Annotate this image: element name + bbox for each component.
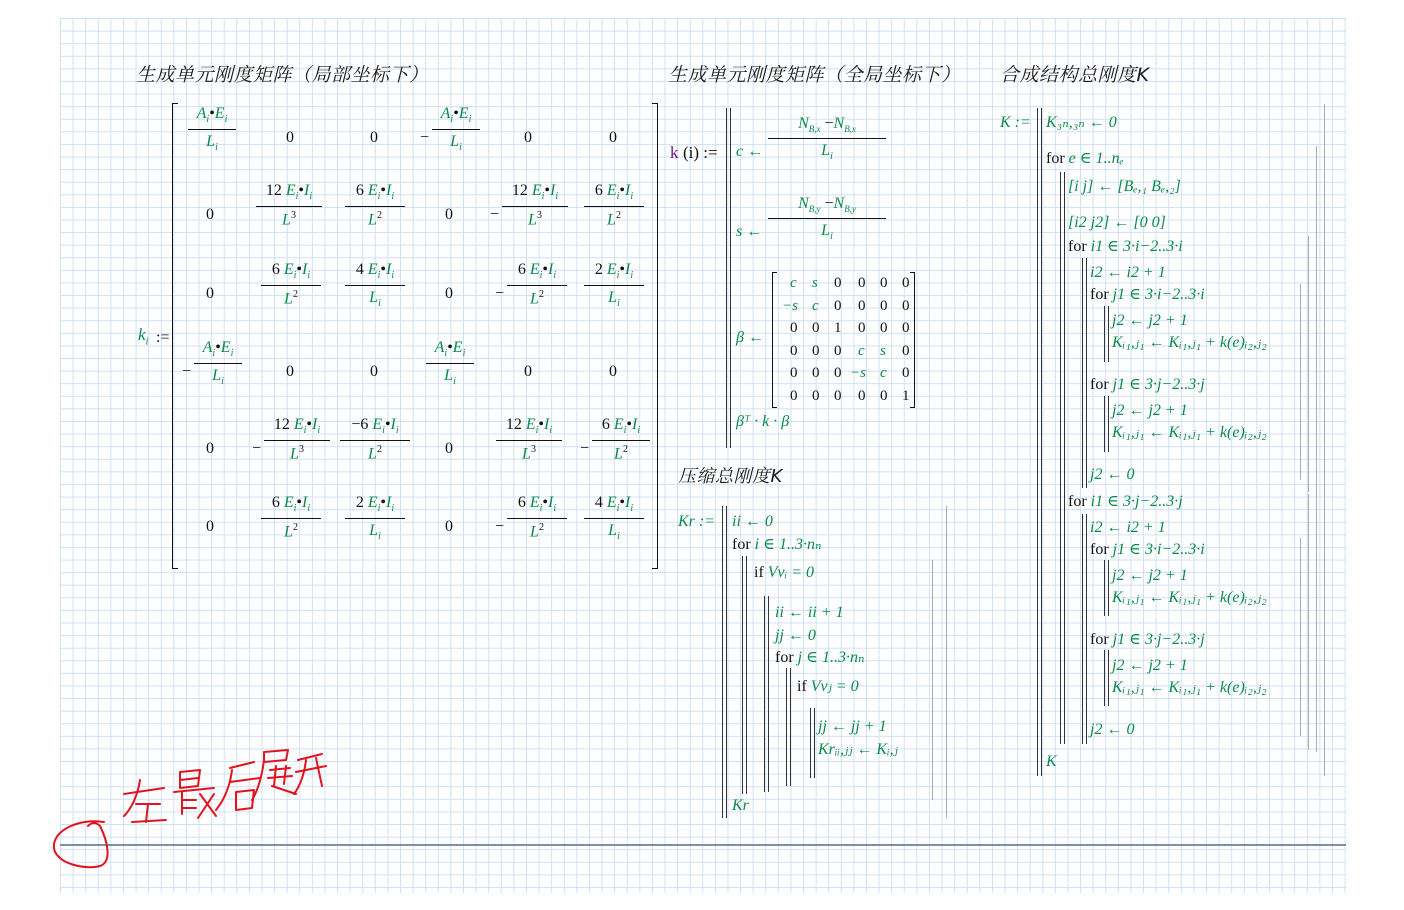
beta-cell: 1 [834, 320, 842, 336]
beta-cell: s [880, 342, 886, 359]
result-expression: βᵀ · k · β [736, 413, 790, 430]
program-line: K := [1000, 114, 1031, 131]
program-line: for j1 ∈ 3·j−2..3·j [1090, 376, 1205, 393]
program-line: for i1 ∈ 3·j−2..3·j [1068, 493, 1183, 510]
heading-global-stiffness: 生成单元刚度矩阵（全局坐标下） [668, 64, 961, 86]
matrix-cell: 0 [609, 129, 617, 146]
matrix-cell: 0 [206, 285, 214, 302]
beta-cell: 0 [812, 342, 820, 359]
program-line: j2 ← j2 + 1 [1112, 567, 1188, 584]
program-bar [1082, 514, 1083, 744]
program-bar [1104, 306, 1105, 362]
s-fraction: $N_{B,y} -N_{B,y}$ $L_i$ [768, 196, 886, 242]
beta-cell: c [812, 297, 819, 314]
program-bar [1108, 560, 1109, 616]
c-fraction: $N_{B,x} -N_{B,x}$ $L_i$ [768, 116, 886, 162]
matrix-cell: 4 $E_i•I_i$ $L_i$ [345, 262, 405, 309]
beta-cell: 0 [812, 320, 820, 336]
heading-assemble: 合成结构总刚度K [1000, 64, 1150, 86]
program-line: i2 ← i2 + 1 [1090, 519, 1166, 536]
program-bar [1037, 108, 1038, 776]
beta-cell: 0 [790, 365, 798, 381]
minus-sign: − [495, 518, 505, 535]
program-bar [1064, 172, 1065, 744]
matrix-cell: 0 [609, 363, 617, 380]
beta-cell: c [880, 365, 887, 381]
program-line: [i2 j2] ← [0 0] [1068, 214, 1166, 231]
beta-cell: 0 [834, 387, 842, 404]
program-line: for j1 ∈ 3·i−2..3·i [1090, 541, 1205, 558]
program-line: Kᵢ₁,ⱼ₁ ← Kᵢ₁,ⱼ₁ + k(e)ᵢ₂,ⱼ₂ [1112, 589, 1267, 606]
program-line: Kᵢ₁,ⱼ₁ ← Kᵢ₁,ⱼ₁ + k(e)ᵢ₂,ⱼ₂ [1112, 679, 1267, 696]
program-line: ii ← ii + 1 [775, 604, 844, 621]
program-bar [1082, 258, 1083, 488]
program-line: j2 ← j2 + 1 [1112, 312, 1188, 329]
program-bar [726, 506, 727, 818]
program-bar [1108, 306, 1109, 362]
program-bar [814, 708, 815, 778]
beta-cell: 1 [902, 387, 910, 404]
program-line: K [1046, 753, 1057, 770]
beta-cell: 0 [880, 297, 888, 314]
beta-cell: c [858, 342, 865, 359]
matrix-cell: 6 $E_i•I_i$ $L^2$ [507, 495, 567, 541]
program-bar [1324, 104, 1325, 776]
program-bar [1104, 396, 1105, 452]
minus-sign: − [490, 206, 500, 223]
matrix-cell: 0 [286, 363, 294, 380]
program-bar [1308, 236, 1309, 492]
program-line: for j ∈ 1..3·nₙ [775, 649, 865, 666]
program-bar [1108, 650, 1109, 706]
matrix-cell: 12 $E_i•I_i$ $L^3$ [256, 183, 322, 229]
program-line: for j1 ∈ 3·j−2..3·j [1090, 631, 1205, 648]
beta-cell: 0 [902, 342, 910, 359]
matrix-cell: 0 [370, 363, 378, 380]
minus-sign: − [420, 129, 430, 146]
program-bar [764, 596, 765, 792]
matrix-cell: 0 [524, 363, 532, 380]
beta-cell: −s [850, 365, 866, 381]
beta-cell: 0 [790, 320, 798, 336]
program-bar [1086, 514, 1087, 744]
beta-cell: 0 [790, 342, 798, 359]
matrix-cell: 6 $E_i•I_i$ $L^2$ [261, 262, 321, 308]
beta-cell: 0 [880, 320, 888, 336]
matrix-cell: 4 $E_i•I_i$ $L_i$ [584, 495, 644, 542]
matrix-cell: −6 $E_i•I_i$ $L^2$ [340, 417, 410, 463]
minus-sign: − [580, 440, 590, 457]
program-line: j2 ← 0 [1090, 466, 1135, 483]
minus-sign: − [182, 363, 192, 380]
program-line: [i j] ← [Bₑ,₁ Bₑ,₂] [1068, 178, 1181, 195]
program-line: for j1 ∈ 3·i−2..3·i [1090, 286, 1205, 303]
beta-cell: 0 [902, 275, 910, 291]
matrix-cell: 6 $E_i•I_i$ $L^2$ [584, 183, 644, 229]
program-bar [1300, 284, 1301, 480]
beta-cell: 0 [858, 297, 866, 314]
matrix-cell: 0 [286, 129, 294, 146]
minus-sign: − [495, 285, 505, 302]
program-line: j2 ← j2 + 1 [1112, 402, 1188, 419]
beta-cell: −s [782, 297, 798, 314]
beta-assign: β ← [736, 329, 764, 346]
program-bar [946, 506, 947, 818]
matrix-cell: 0 [206, 518, 214, 535]
matrix-cell: $A_i•E_i$ $L_i$ [426, 340, 474, 387]
beta-cell: 0 [880, 387, 888, 404]
matrix-cell: 2 $E_i•I_i$ $L_i$ [345, 495, 405, 542]
beta-cell: 0 [880, 275, 888, 291]
matrix-cell: 6 $E_i•I_i$ $L^2$ [345, 183, 405, 229]
program-bar [932, 560, 933, 800]
matrix-cell: 0 [524, 129, 532, 146]
program-bar [1104, 650, 1105, 706]
c-assign: c ← [736, 143, 764, 160]
program-line: Kr := [678, 513, 716, 530]
program-bar [786, 668, 787, 786]
function-name: k [670, 143, 679, 162]
program-bar [1086, 258, 1087, 488]
matrix-cell: $A_i•E_i$ $L_i$ [188, 106, 236, 153]
s-assign: s ← [736, 223, 763, 240]
beta-right-bracket [910, 272, 915, 408]
program-bar [1108, 396, 1109, 452]
program-line: j2 ← 0 [1090, 721, 1135, 738]
program-bar [1104, 560, 1105, 616]
program-line: if Vvᵢ = 0 [754, 564, 814, 581]
matrix-lhs: $k_i$ [138, 325, 149, 348]
beta-cell: 0 [812, 387, 820, 404]
program-line: jj ← 0 [775, 627, 816, 644]
assign-operator: := [156, 329, 170, 346]
program-bar [1060, 172, 1061, 744]
program-line: ii ← 0 [732, 513, 773, 530]
program-bar [810, 708, 811, 778]
program-line: for i ∈ 1..3·nₙ [732, 536, 822, 553]
beta-cell: c [790, 275, 797, 291]
beta-cell: 0 [858, 275, 866, 291]
beta-cell: 0 [858, 320, 866, 336]
handwritten-annotation [40, 730, 340, 880]
program-bar [742, 556, 743, 794]
program-bar [768, 596, 769, 792]
program-bar [722, 506, 723, 818]
program-line: Kᵢ₁,ⱼ₁ ← Kᵢ₁,ⱼ₁ + k(e)ᵢ₂,ⱼ₂ [1112, 424, 1267, 441]
matrix-cell: 12 $E_i•I_i$ $L^3$ [264, 417, 330, 463]
program-line: j2 ← j2 + 1 [1112, 657, 1188, 674]
matrix-cell: 0 [445, 206, 453, 223]
beta-cell: s [812, 275, 818, 291]
matrix-cell: 0 [445, 440, 453, 457]
program-bar [730, 108, 731, 448]
matrix-cell: 0 [445, 518, 453, 535]
matrix-cell: 6 $E_i•I_i$ $L^2$ [592, 417, 650, 463]
beta-cell: 0 [834, 275, 842, 291]
program-line: i2 ← i2 + 1 [1090, 264, 1166, 281]
matrix-cell: 0 [370, 129, 378, 146]
program-bar [1041, 108, 1042, 776]
matrix-left-bracket [172, 103, 178, 569]
program-line: if Vvⱼ = 0 [797, 678, 859, 695]
program-bar [726, 108, 727, 448]
program-line: for e ∈ 1..nₑ [1046, 150, 1124, 167]
beta-cell: 0 [812, 365, 820, 381]
matrix-cell: 6 $E_i•I_i$ $L^2$ [261, 495, 321, 541]
beta-cell: 0 [834, 297, 842, 314]
matrix-cell: 12 $E_i•I_i$ $L^3$ [502, 183, 568, 229]
beta-cell: 0 [834, 342, 842, 359]
program-line: Krᵢᵢ,ⱼⱼ ← Kᵢ,ⱼ [818, 741, 898, 758]
program-line: Kᵢ₁,ⱼ₁ ← Kᵢ₁,ⱼ₁ + k(e)ᵢ₂,ⱼ₂ [1112, 334, 1267, 351]
heading-local-stiffness: 生成单元刚度矩阵（局部坐标下） [136, 64, 429, 86]
matrix-right-bracket [652, 103, 658, 569]
program-bar [790, 668, 791, 786]
matrix-cell: 0 [445, 285, 453, 302]
program-line: K₃ₙ,₃ₙ ← 0 [1046, 114, 1117, 131]
beta-cell: 0 [790, 387, 798, 404]
matrix-cell: 0 [206, 206, 214, 223]
program-line: for i1 ∈ 3·i−2..3·i [1068, 238, 1183, 255]
matrix-cell: $A_i•E_i$ $L_i$ [432, 106, 480, 153]
matrix-cell: 12 $E_i•I_i$ $L^3$ [496, 417, 562, 463]
beta-left-bracket [772, 272, 777, 408]
program-bar [746, 556, 747, 794]
beta-cell: 0 [902, 365, 910, 381]
beta-cell: 0 [902, 297, 910, 314]
minus-sign: − [252, 440, 262, 457]
matrix-cell: $A_i•E_i$ $L_i$ [194, 340, 242, 387]
matrix-cell: 0 [206, 440, 214, 457]
beta-cell: 0 [858, 387, 866, 404]
program-bar [1316, 146, 1317, 752]
program-line: jj ← jj + 1 [818, 718, 887, 735]
program-bar [1308, 494, 1309, 750]
beta-cell: 0 [902, 320, 910, 336]
heading-compress: 压缩总刚度K [678, 466, 783, 487]
beta-cell: 0 [834, 365, 842, 381]
matrix-cell: 6 $E_i•I_i$ $L^2$ [507, 262, 567, 308]
program-bar [1300, 538, 1301, 736]
function-arg: (i) := [683, 143, 718, 162]
program-line: Kr [732, 797, 749, 814]
matrix-cell: 2 $E_i•I_i$ $L_i$ [584, 262, 644, 309]
